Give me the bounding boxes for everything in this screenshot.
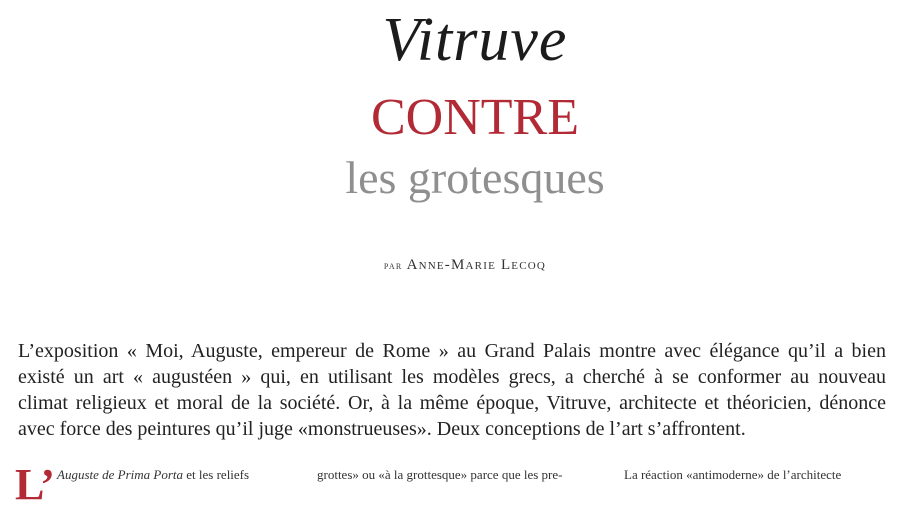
body-columns xyxy=(0,460,900,509)
intro-line: avec force des peintures qu’il juge «monstrueuses». Deux conceptions de l’art s’affrontent. xyxy=(18,418,746,440)
title-contre: CONTRE xyxy=(371,89,579,146)
title-vitruve: Vitruve xyxy=(382,6,568,74)
byline xyxy=(0,257,900,274)
byline-author: Anne-Marie Lecoq xyxy=(406,257,547,273)
intro-line: L’exposition « Moi, Auguste, empereur de Rome » au Grand Palais montre avec élégance qu’il a bien xyxy=(18,340,886,362)
column-2-text: grottes» ou «à la grottesque» parce que les pre- xyxy=(317,467,563,482)
column-3-text: La réaction «antimoderne» de l’architecte xyxy=(624,467,842,482)
title-les-grotesques: les grotesques xyxy=(345,152,605,203)
column-1-text xyxy=(57,467,302,483)
intro-paragraph xyxy=(18,338,886,442)
artwork-title: Auguste de Prima Porta xyxy=(57,467,184,482)
dropcap: L’ xyxy=(15,460,55,509)
intro-line: existé un art « augustéen » qui, en utilisant les modèles grecs, a cherché à se conformer au nouveau xyxy=(18,366,886,388)
byline-prefix: par xyxy=(383,258,403,272)
column-1-rest: et les reliefs xyxy=(183,467,250,482)
intro-line: climat religieux et moral de la société. Or, à la même époque, Vitruve, architecte et théoricien, dénonce xyxy=(18,392,886,414)
